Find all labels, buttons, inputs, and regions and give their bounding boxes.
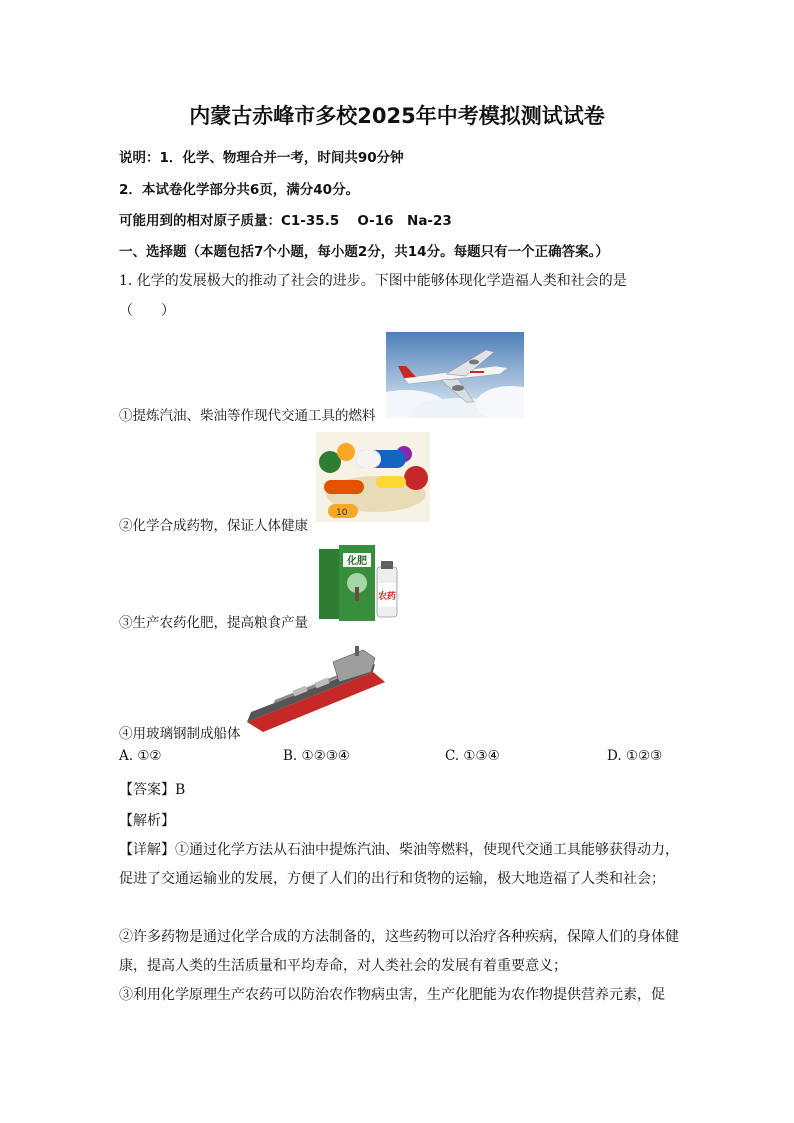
answer-blank: （ ）	[119, 303, 175, 319]
option-b: B. ①②③④	[283, 748, 350, 764]
option-c: C. ①③④	[445, 748, 500, 764]
detail-paragraph-2: ②许多药物是通过化学合成的方法制备的，这些药物可以治疗各种疾病，保障人们的身体健康，提高人类的生活质量和平均寿命，对人类社会的发展有着重要意义；	[119, 929, 679, 974]
question-stem: 1. 化学的发展极大的推动了社会的进步。下图中能够体现化学造福人类和社会的是	[119, 273, 627, 289]
detail-paragraph-1: 【详解】①通过化学方法从石油中提炼汽油、柴油等燃料，使现代交通工具能够获得动力，促进了交通运输业的发展，方便了人们的出行和货物的运输，极大地造福了人类和社会；	[119, 842, 679, 887]
atomic-mass-line: 可能用到的相对原子质量：C1-35.5 O-16 Na-23	[119, 213, 452, 229]
analysis-label: 【解析】	[119, 813, 175, 829]
pills-image	[316, 432, 430, 522]
instruction-line-2: 2．本试卷化学部分共6页，满分40分。	[119, 182, 360, 198]
item-1-text: ①提炼汽油、柴油等作现代交通工具的燃料	[119, 408, 376, 424]
pesticide-label: 农药	[377, 592, 397, 602]
instruction-line-1: 说明：1．化学、物理合并一考，时间共90分钟	[119, 150, 404, 166]
detail-paragraph-3: ③利用化学原理生产农药可以防治农作物病虫害，生产化肥能为农作物提供营养元素，促	[119, 987, 665, 1003]
airplane-image	[386, 332, 524, 418]
fertilizer-image	[317, 543, 401, 623]
item-4-text: ④用玻璃钢制成船体	[119, 726, 241, 742]
item-2-text: ②化学合成药物，保证人体健康	[119, 518, 308, 534]
item-3-text: ③生产农药化肥，提高粮食产量	[119, 615, 308, 631]
section-heading: 一、选择题（本题包括7个小题，每小题2分，共14分。每题只有一个正确答案。）	[119, 244, 609, 260]
answer-line: 【答案】B	[119, 782, 186, 798]
page-title: 内蒙古赤峰市多校2025年中考模拟测试试卷	[189, 104, 605, 128]
option-d: D. ①②③	[607, 748, 663, 764]
option-a: A. ①②	[119, 748, 162, 764]
pill-label: 10	[336, 508, 348, 518]
fertilizer-label: 化肥	[347, 556, 367, 567]
ship-image	[243, 642, 389, 734]
